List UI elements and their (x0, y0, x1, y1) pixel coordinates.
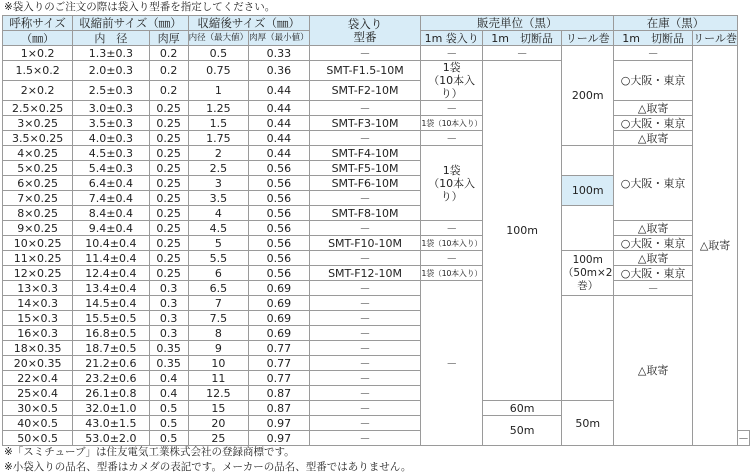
cell-bag-model: － (309, 371, 421, 386)
cell-reel-200m: 200m (562, 46, 614, 146)
cell-thickness-min: 0.69 (249, 326, 310, 341)
cell-bag-1m: 1袋（10本入り） (421, 266, 483, 281)
cell-thickness-min: 0.87 (249, 401, 310, 416)
cell-thickness-min: 0.56 (249, 251, 310, 266)
cell-stock-cut: ○大阪・東京 (614, 61, 693, 101)
cell-bag-1m: － (421, 46, 483, 61)
cell-inner-max: 20 (188, 416, 249, 431)
cell-thickness: 0.2 (149, 81, 188, 101)
cell-cut-1m-60m: 60m (482, 401, 561, 416)
table-row (3, 236, 750, 251)
table-row (3, 61, 750, 81)
cell-thickness: 0.3 (149, 281, 188, 296)
cell-bag-model: － (309, 356, 421, 371)
cell-size: 16×0.3 (3, 326, 73, 341)
cell-thickness-min: 0.56 (249, 176, 310, 191)
header-stock-reel: リール巻 (693, 31, 737, 45)
cell-thickness: 0.25 (149, 206, 188, 221)
cell-reel-100m-highlight: 100m (562, 176, 614, 206)
cell-bag-1m: － (421, 251, 483, 266)
cell-inner: 9.4±0.4 (73, 221, 149, 236)
header-inner-max: 内径（最大値） (188, 31, 249, 46)
cell-bag-model: － (309, 431, 421, 446)
cell-size: 7×0.25 (3, 191, 73, 206)
header-cut-1m: 1m 切断品 (482, 31, 561, 46)
cell-inner-max: 6.5 (188, 281, 249, 296)
cell-thickness: 0.25 (149, 131, 188, 146)
cell-inner: 6.4±0.4 (73, 176, 149, 191)
cell-bag-model: SMT-F3-10M (309, 116, 421, 131)
cell-inner-max: 1.5 (188, 116, 249, 131)
cell-size: 3×0.25 (3, 116, 73, 131)
cell-stock-cut: ○大阪・東京 (614, 266, 693, 281)
cell-reel-blank (562, 146, 614, 176)
table-row (3, 281, 750, 296)
header-stock: 在庫（黒） (614, 16, 738, 31)
cell-size: 22×0.4 (3, 371, 73, 386)
cell-thickness-min: 0.44 (249, 131, 310, 146)
cell-bag-1m: 1袋 （10本入り） (421, 61, 483, 101)
cell-bag-model: － (309, 416, 421, 431)
cell-inner-max: 7.5 (188, 311, 249, 326)
cell-size: 30×0.5 (3, 401, 73, 416)
cell-inner: 23.2±0.6 (73, 371, 149, 386)
cell-inner-max: 4.5 (188, 221, 249, 236)
cell-inner: 15.5±0.5 (73, 311, 149, 326)
header-nominal-size: 呼称サイズ (3, 16, 73, 31)
cell-thickness: 0.4 (149, 371, 188, 386)
cell-size: 11×0.25 (3, 251, 73, 266)
cell-inner-max: 15 (188, 401, 249, 416)
cell-bag-1m: － (421, 221, 483, 236)
cell-thickness-min: 0.69 (249, 296, 310, 311)
table-row (3, 296, 750, 311)
cell-inner-max: 5.5 (188, 251, 249, 266)
cell-bag-model: SMT-F4-10M (309, 146, 421, 161)
cell-bag-1m: 1袋（10本入り） (421, 116, 483, 131)
cell-bag-1m: － (421, 101, 483, 116)
cell-inner: 12.4±0.4 (73, 266, 149, 281)
cell-thickness-min: 0.56 (249, 266, 310, 281)
header-thickness: 肉厚 (149, 31, 188, 46)
cell-inner: 7.4±0.4 (73, 191, 149, 206)
header-stock-cut: 1m 切断品 (614, 31, 693, 46)
cell-thickness: 0.2 (149, 61, 188, 81)
cell-inner-max: 1 (188, 81, 249, 101)
cell-stock-cut: △取寄 (614, 101, 693, 116)
cell-size: 18×0.35 (3, 341, 73, 356)
cell-inner: 2.0±0.3 (73, 61, 149, 81)
cell-inner: 21.2±0.6 (73, 356, 149, 371)
cell-thickness: 0.25 (149, 236, 188, 251)
cell-bag-1m: － (421, 131, 483, 146)
cell-size: 15×0.3 (3, 311, 73, 326)
cell-thickness: 0.25 (149, 251, 188, 266)
cell-thickness-min: 0.56 (249, 221, 310, 236)
cell-size: 6×0.25 (3, 176, 73, 191)
cell-thickness: 0.35 (149, 341, 188, 356)
cell-thickness-min: 0.56 (249, 191, 310, 206)
header-nominal-unit: （㎜） (3, 31, 73, 46)
cell-bag-model: － (309, 296, 421, 311)
header-thickness-min: 肉厚（最小値） (249, 31, 310, 46)
cell-inner: 11.4±0.4 (73, 251, 149, 266)
cell-thickness-min: 0.56 (249, 161, 310, 176)
cell-thickness: 0.5 (149, 401, 188, 416)
cell-inner-max: 12.5 (188, 386, 249, 401)
cell-stock-cut: ○大阪・東京 (614, 116, 693, 131)
cell-reel-blank (562, 296, 614, 401)
table-row (3, 46, 750, 61)
cell-bag-model: SMT-F10-10M (309, 236, 421, 251)
cell-size: 1.5×0.2 (3, 61, 73, 81)
cell-thickness-min: 0.36 (249, 61, 310, 81)
cell-bag-1m: － (421, 281, 483, 446)
cell-stock-reel-order: △取寄 (693, 46, 738, 446)
cell-stock-cut: ○大阪・東京 (614, 146, 693, 221)
cell-thickness: 0.4 (149, 386, 188, 401)
cell-inner-max: 0.5 (188, 46, 249, 61)
header-sales-unit: 販売単位（黒） (421, 16, 614, 31)
cell-thickness: 0.25 (149, 161, 188, 176)
cell-thickness: 0.3 (149, 326, 188, 341)
cell-cut-1m-100m: 100m (482, 61, 561, 401)
cell-thickness: 0.25 (149, 266, 188, 281)
cell-thickness: 0.5 (149, 416, 188, 431)
cell-reel-100m-split: 100m （50m×2巻） (562, 251, 614, 296)
cell-bag-1m: 1袋（10本入り） (421, 236, 483, 251)
order-note: ※袋入りのご注文の際は袋入り型番を指定してください。 (4, 1, 276, 13)
cell-inner-max: 9 (188, 341, 249, 356)
cell-size: 2.5×0.25 (3, 101, 73, 116)
cell-bag-model: － (309, 281, 421, 296)
cell-reel-blank (562, 206, 614, 251)
cell-stock-cut: ○大阪・東京 (614, 236, 693, 251)
cell-bag-model: SMT-F5-10M (309, 161, 421, 176)
table-row (3, 266, 750, 281)
cell-thickness: 0.3 (149, 296, 188, 311)
cell-thickness-min: 0.56 (249, 236, 310, 251)
cell-bag-model: － (309, 221, 421, 236)
cell-thickness-min: 0.69 (249, 281, 310, 296)
cell-thickness-min: 0.44 (249, 101, 310, 116)
cell-bag-model: － (309, 341, 421, 356)
cell-bag-model: SMT-F1.5-10M (309, 61, 421, 81)
cell-size: 10×0.25 (3, 236, 73, 251)
cell-inner: 3.0±0.3 (73, 101, 149, 116)
cell-inner: 26.1±0.8 (73, 386, 149, 401)
cell-bag-model: － (309, 191, 421, 206)
cell-inner-max: 11 (188, 371, 249, 386)
cell-stock-cut: － (614, 46, 693, 61)
cell-inner: 8.4±0.4 (73, 206, 149, 221)
cell-thickness-min: 0.77 (249, 341, 310, 356)
cell-stock-cut: △取寄 (614, 296, 693, 446)
cell-size: 40×0.5 (3, 416, 73, 431)
cell-size: 12×0.25 (3, 266, 73, 281)
cell-bag-1m: 1袋 （10本入り） (421, 146, 483, 221)
cell-thickness: 0.25 (149, 101, 188, 116)
cell-bag-model: － (309, 401, 421, 416)
cell-thickness-min: 0.97 (249, 431, 310, 446)
cell-bag-model: － (309, 311, 421, 326)
cell-size: 14×0.3 (3, 296, 73, 311)
cell-thickness: 0.25 (149, 176, 188, 191)
cell-thickness: 0.2 (149, 46, 188, 61)
cell-size: 9×0.25 (3, 221, 73, 236)
cell-inner: 5.4±0.3 (73, 161, 149, 176)
cell-inner: 43.0±1.5 (73, 416, 149, 431)
cell-inner: 10.4±0.4 (73, 236, 149, 251)
cell-thickness-min: 0.97 (249, 416, 310, 431)
cell-bag-model: SMT-F6-10M (309, 176, 421, 191)
cell-size: 5×0.25 (3, 161, 73, 176)
cell-size: 8×0.25 (3, 206, 73, 221)
cell-inner-max: 4 (188, 206, 249, 221)
cell-inner: 13.4±0.4 (73, 281, 149, 296)
cell-stock-cut: △取寄 (614, 131, 693, 146)
cell-inner: 32.0±1.0 (73, 401, 149, 416)
cell-thickness: 0.25 (149, 221, 188, 236)
cell-inner-max: 1.75 (188, 131, 249, 146)
cell-thickness: 0.5 (149, 431, 188, 446)
cell-bag-model: SMT-F2-10M (309, 81, 421, 101)
cell-thickness: 0.25 (149, 116, 188, 131)
cell-inner: 16.8±0.5 (73, 326, 149, 341)
cell-size: 4×0.25 (3, 146, 73, 161)
cell-thickness-min: 0.44 (249, 146, 310, 161)
cell-inner-max: 3.5 (188, 191, 249, 206)
cell-bag-model: － (309, 251, 421, 266)
cell-cut-1m: － (482, 46, 561, 61)
cell-bag-model: － (309, 101, 421, 116)
cell-stock-cut: △取寄 (614, 251, 693, 266)
table-row (3, 101, 750, 116)
cell-thickness: 0.25 (149, 146, 188, 161)
cell-bag-model: － (309, 386, 421, 401)
table-row (3, 116, 750, 131)
table-row (3, 146, 750, 161)
cell-stock-cut: △取寄 (614, 221, 693, 236)
cell-inner-max: 6 (188, 266, 249, 281)
cell-size: 20×0.35 (3, 356, 73, 371)
cell-thickness-min: 0.44 (249, 81, 310, 101)
cell-inner-max: 3 (188, 176, 249, 191)
cell-size: 50×0.5 (3, 431, 73, 446)
cell-inner: 3.5±0.3 (73, 116, 149, 131)
cell-thickness: 0.35 (149, 356, 188, 371)
cell-thickness: 0.25 (149, 191, 188, 206)
cell-thickness-min: 0.77 (249, 371, 310, 386)
cell-inner-max: 8 (188, 326, 249, 341)
header-bag-1m: 1m 袋入り (421, 31, 483, 46)
cell-inner-max: 1.25 (188, 101, 249, 116)
cell-size: 13×0.3 (3, 281, 73, 296)
cell-reel-50m: 50m (562, 401, 614, 446)
cell-inner: 4.0±0.3 (73, 131, 149, 146)
model-number-note: ※小袋入りの品名、型番はカメダの表記です。メーカーの品名、型番ではありません。 (4, 461, 412, 473)
cell-inner-max: 7 (188, 296, 249, 311)
header-before-shrink: 収縮前サイズ（㎜） (73, 16, 188, 31)
cell-thickness-min: 0.87 (249, 386, 310, 401)
cell-size: 25×0.4 (3, 386, 73, 401)
trademark-note: ※「スミチューブ」は住友電気工業株式会社の登録商標です。 (4, 446, 295, 458)
header-after-shrink: 収縮後サイズ（㎜） (188, 16, 309, 31)
cell-stock-cut: － (738, 431, 749, 445)
cell-thickness-min: 0.77 (249, 356, 310, 371)
header-reel: リール巻 (562, 31, 614, 46)
cell-inner-max: 2 (188, 146, 249, 161)
cell-bag-model: SMT-F8-10M (309, 206, 421, 221)
cell-thickness-min: 0.56 (249, 206, 310, 221)
cell-size: 2×0.2 (3, 81, 73, 101)
table-row (3, 221, 750, 236)
cell-inner: 14.5±0.4 (73, 296, 149, 311)
cell-bag-model: － (309, 131, 421, 146)
cell-inner-max: 5 (188, 236, 249, 251)
cell-stock-cut: － (614, 281, 693, 296)
cell-size: 3.5×0.25 (3, 131, 73, 146)
cell-bag-model: SMT-F12-10M (309, 266, 421, 281)
header-bag-model: 袋入り 型番 (309, 16, 421, 46)
cell-cut-1m-50m: 50m (482, 416, 561, 446)
cell-inner-max: 25 (188, 431, 249, 446)
cell-thickness-min: 0.33 (249, 46, 310, 61)
cell-inner-max: 10 (188, 356, 249, 371)
cell-inner: 4.5±0.3 (73, 146, 149, 161)
cell-thickness: 0.3 (149, 311, 188, 326)
cell-bag-model: － (309, 46, 421, 61)
header-inner-diameter: 内 径 (73, 31, 149, 46)
cell-thickness-min: 0.69 (249, 311, 310, 326)
cell-inner: 53.0±2.0 (73, 431, 149, 446)
cell-inner-max: 2.5 (188, 161, 249, 176)
cell-size: 1×0.2 (3, 46, 73, 61)
table-row (3, 131, 750, 146)
table-row (3, 251, 750, 266)
cell-bag-model: － (309, 326, 421, 341)
cell-inner: 2.5±0.3 (73, 81, 149, 101)
cell-thickness-min: 0.44 (249, 116, 310, 131)
cell-inner: 1.3±0.3 (73, 46, 149, 61)
spec-table (2, 15, 750, 446)
cell-inner: 18.7±0.5 (73, 341, 149, 356)
cell-inner-max: 0.75 (188, 61, 249, 81)
